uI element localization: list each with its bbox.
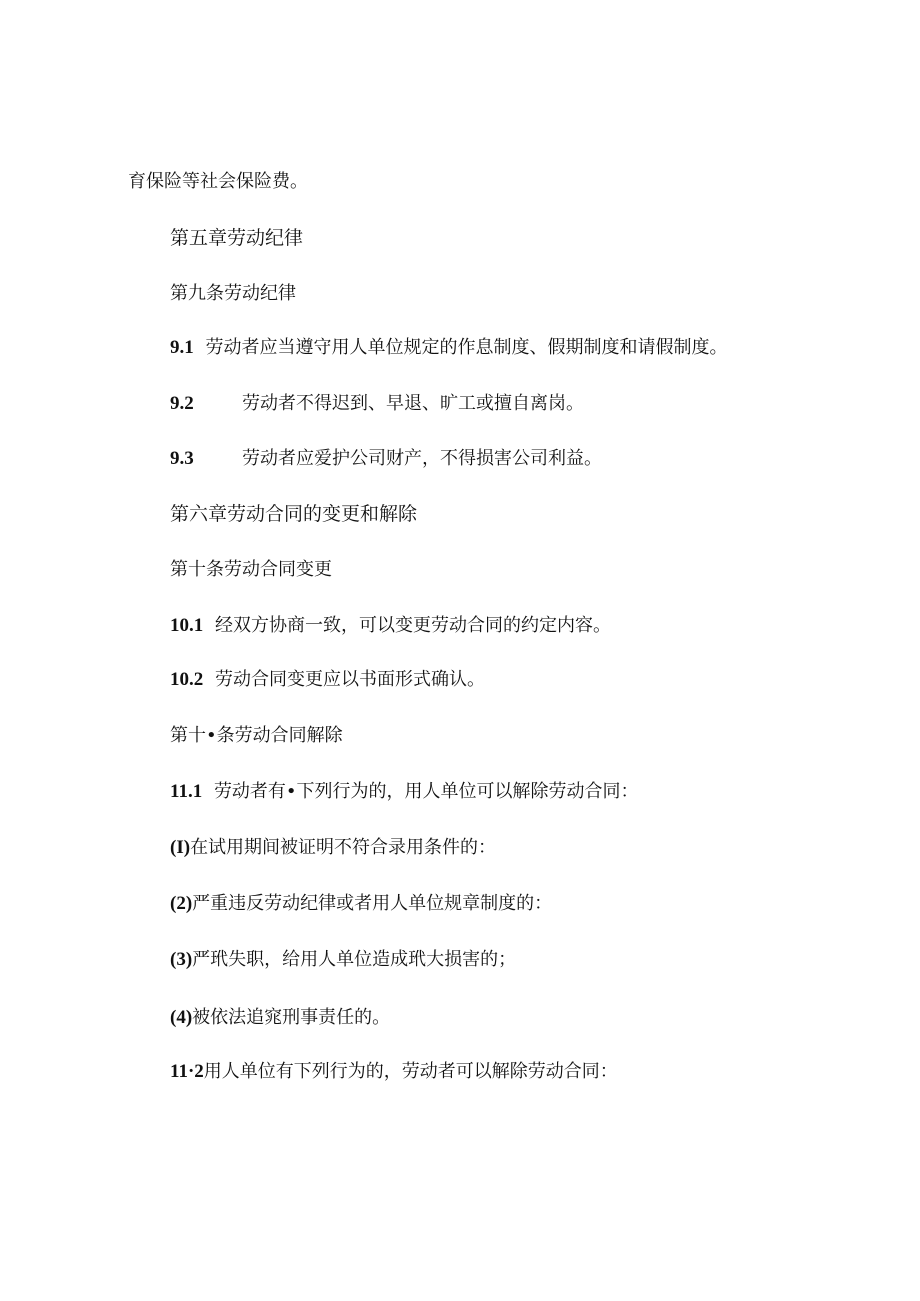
clause — [170, 1060, 618, 1084]
clause-text: 经双方协商一致，可以变更劳动合同的约定内容。 — [214, 615, 611, 636]
continuation-text — [128, 170, 308, 194]
line-text: 育保险等社会保险费。 — [128, 171, 308, 192]
sub-clause-number: (2) — [170, 893, 193, 914]
article-heading — [170, 282, 296, 306]
clause — [170, 447, 602, 471]
sub-clause — [170, 836, 496, 860]
sub-clause-number: (4) — [170, 1007, 193, 1028]
sub-clause — [170, 948, 516, 972]
chapter-heading — [170, 502, 417, 526]
sub-clause-number: (3) — [170, 949, 193, 970]
article-heading — [170, 724, 343, 748]
article-title: 第十•条劳动合同解除 — [170, 725, 343, 746]
clause-text: 用人单位有下列行为的，劳动者可以解除劳动合同： — [203, 1061, 618, 1082]
sub-clause — [170, 1006, 390, 1030]
clause — [170, 614, 611, 638]
clause-text: 劳动者有•下列行为的，用人单位可以解除劳动合同： — [213, 781, 639, 802]
clause — [170, 336, 727, 360]
article-title: 第九条劳动纪律 — [170, 283, 296, 304]
clause-number: 9.2 — [170, 393, 194, 414]
article-title: 第十条劳动合同变更 — [170, 559, 332, 580]
sub-clause-text: 在试用期间被证明不符合录用条件的： — [190, 837, 497, 858]
sub-clause-text: 严重违反劳动纪律或者用人单位规章制度的： — [192, 893, 553, 914]
clause-number: 9.1 — [170, 337, 194, 358]
clause — [170, 780, 639, 804]
clause-text: 劳动者不得迟到、早退、旷工或擅自离岗。 — [242, 393, 584, 414]
clause-text: 劳动者应爱护公司财产，不得损害公司利益。 — [242, 448, 602, 469]
clause-number: 10.1 — [170, 615, 204, 636]
chapter-heading — [170, 226, 303, 250]
clause-text: 劳动合同变更应以书面形式确认。 — [214, 669, 485, 690]
clause — [170, 392, 584, 416]
chapter-title: 第五章劳动纪律 — [170, 227, 304, 249]
clause — [170, 668, 485, 692]
sub-clause — [170, 892, 552, 916]
clause-text: 劳动者应当遵守用人单位规定的作息制度、假期制度和请假制度。 — [205, 337, 728, 358]
chapter-title: 第六章劳动合同的变更和解除 — [170, 503, 418, 525]
sub-clause-text: 严玳失职，给用人单位造成玳大损害的； — [192, 949, 517, 970]
sub-clause-number: (I) — [170, 837, 191, 858]
sub-clause-text: 被依法追窕刑事责任的。 — [192, 1007, 391, 1028]
clause-number: 11·2 — [170, 1061, 204, 1082]
clause-number: 9.3 — [170, 448, 194, 469]
clause-number: 10.2 — [170, 669, 204, 690]
clause-number: 11.1 — [170, 781, 203, 802]
article-heading — [170, 558, 332, 582]
